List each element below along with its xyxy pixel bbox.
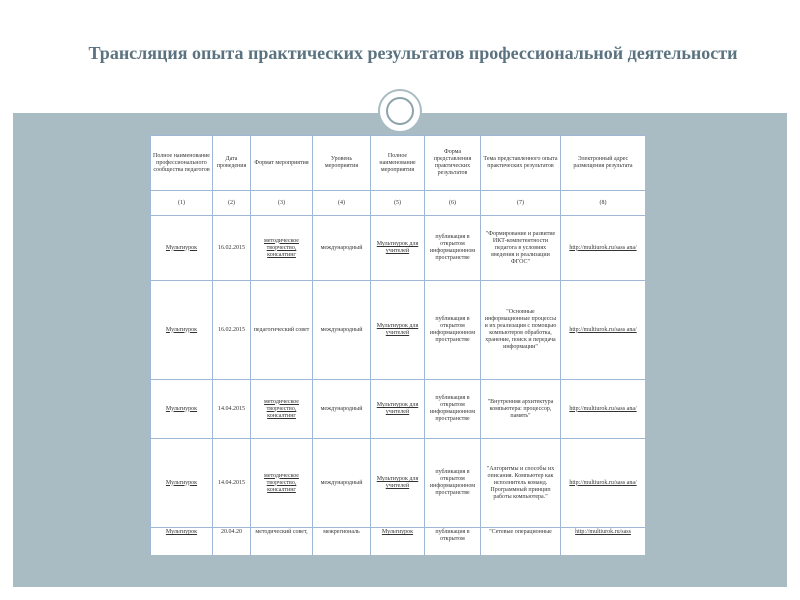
- date-cell: 20.04.20: [213, 528, 251, 556]
- url-link[interactable]: http://multiurok.ru/sass ana/: [569, 244, 637, 251]
- form-cell: публикация в открытом информационном пространстве: [425, 439, 481, 528]
- url-link[interactable]: http://multiurok.ru/sass ana/: [569, 405, 637, 412]
- level-cell: международный: [313, 216, 371, 281]
- event-link[interactable]: Мультиурок для учителей: [376, 402, 419, 415]
- column-number: (3): [251, 191, 313, 216]
- format-link[interactable]: методическое творчество, консалтинг: [264, 398, 299, 419]
- header-cell: Уровень мероприятия: [313, 136, 371, 191]
- header-cell: Электронный адрес размещения результата: [561, 136, 646, 191]
- url-link[interactable]: http://multiurok.ru/sass: [575, 529, 631, 535]
- format-link[interactable]: методическое творчество, консалтинг: [264, 472, 299, 493]
- topic-cell: "Формирование и развитие ИКТ-компетентности педагога в условиях введения и реализации ФГОС": [481, 216, 561, 281]
- form-cell: публикация в открытом информационном пространстве: [425, 380, 481, 439]
- experience-table: [150, 135, 645, 555]
- header-cell: Полное наименование мероприятия: [371, 136, 425, 191]
- date-cell: 16.02.2015: [213, 281, 251, 380]
- event-link[interactable]: Мультиурок для учителей: [376, 476, 419, 489]
- column-number: (8): [561, 191, 646, 216]
- column-number: (2): [213, 191, 251, 216]
- table-row: [151, 528, 646, 556]
- form-cell: публикация в открытом информационном пространстве: [425, 281, 481, 380]
- event-link[interactable]: Мультиурок для учителей: [376, 323, 419, 336]
- circle-ornament-icon: [378, 89, 422, 133]
- header-cell: Формат мероприятия: [251, 136, 313, 191]
- topic-cell: "Сетевые операционные: [481, 528, 561, 556]
- topic-cell: "Алгоритмы и способы их описания. Компьютер как исполнитель команд. Программный принцип работы компьютера.": [481, 439, 561, 528]
- topic-cell: "Основные информационные процессы и их реализация с помощью компьютеров обработка, хранение, поиск и передача информации": [481, 281, 561, 380]
- column-number: (5): [371, 191, 425, 216]
- header-cell: Форма представления практических результатов: [425, 136, 481, 191]
- table-row: [151, 380, 646, 439]
- community-link[interactable]: Мультиурок: [165, 405, 198, 412]
- format-cell: методический совет,: [251, 528, 313, 556]
- header-cell: Дата проведения: [213, 136, 251, 191]
- header-row: [151, 136, 646, 191]
- table-row: [151, 281, 646, 380]
- column-number: (4): [313, 191, 371, 216]
- topic-cell: "Внутренняя архитектура компьютера: процессор, память": [481, 380, 561, 439]
- column-number-row: [151, 191, 646, 216]
- column-number: (7): [481, 191, 561, 216]
- community-link[interactable]: Мультиурок: [165, 529, 198, 535]
- event-link[interactable]: Мультиурок для учителей: [376, 241, 419, 254]
- slide-title: Трансляция опыта практических результатов профессиональной деятельности: [88, 43, 738, 63]
- table-container: [150, 135, 645, 555]
- table-row: [151, 216, 646, 281]
- level-cell: международный: [313, 380, 371, 439]
- header-cell: Тема представленного опыта практических результатов: [481, 136, 561, 191]
- community-link[interactable]: Мультиурок: [165, 244, 198, 251]
- form-cell: публикация в открытом информационном пространстве: [425, 216, 481, 281]
- url-link[interactable]: http://multiurok.ru/sass ana/: [569, 479, 637, 486]
- community-link[interactable]: Мультиурок: [165, 479, 198, 486]
- bottom-band: [13, 555, 787, 587]
- form-cell: публикация в открытом: [425, 528, 481, 556]
- date-cell: 14.04.2015: [213, 439, 251, 528]
- level-cell: международный: [313, 281, 371, 380]
- header-cell: Полное наименование профессионального сообщества педагогов: [151, 136, 213, 191]
- format-cell: педагогический совет: [251, 281, 313, 380]
- level-cell: межрегиональ: [313, 528, 371, 556]
- event-link[interactable]: Мультиурок: [381, 529, 414, 535]
- url-link[interactable]: http://multiurok.ru/sass ana/: [569, 326, 637, 333]
- column-number: (6): [425, 191, 481, 216]
- community-link[interactable]: Мультиурок: [165, 326, 198, 333]
- column-number: (1): [151, 191, 213, 216]
- date-cell: 14.04.2015: [213, 380, 251, 439]
- table-row: [151, 439, 646, 528]
- level-cell: международный: [313, 439, 371, 528]
- format-link[interactable]: методическое творчество, консалтинг: [264, 237, 299, 258]
- date-cell: 16.02.2015: [213, 216, 251, 281]
